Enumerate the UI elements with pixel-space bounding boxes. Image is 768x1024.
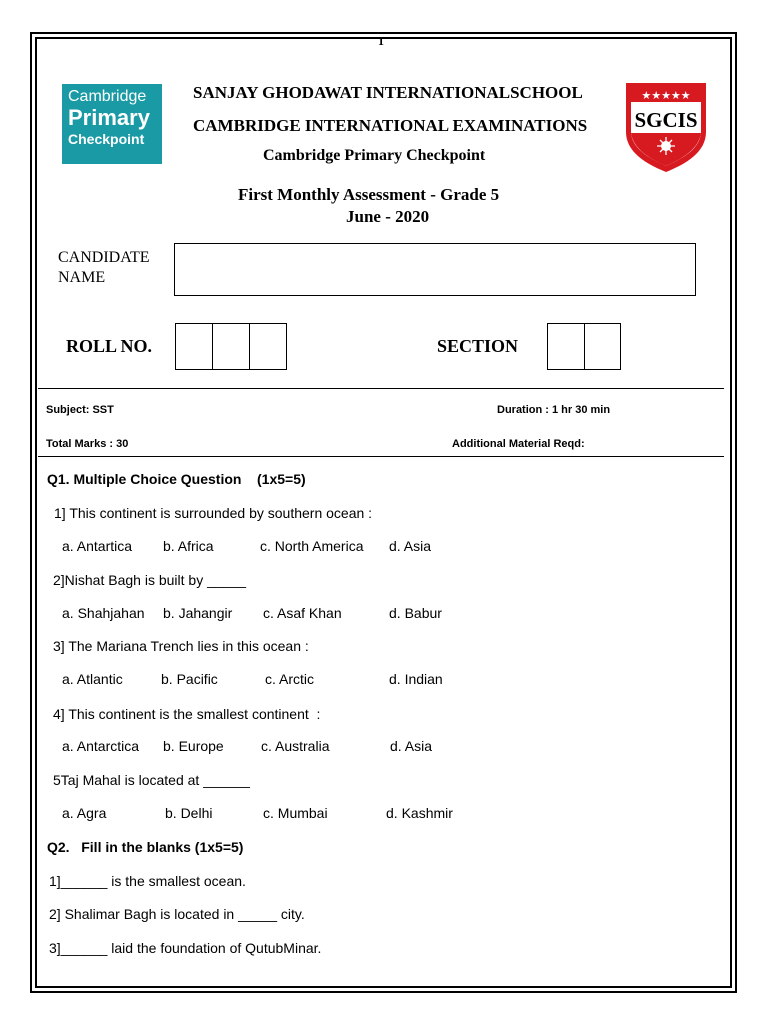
divider-bottom [38,456,724,457]
option: b. Europe [163,738,224,754]
question-text: 5Taj Mahal is located at ______ [53,772,250,788]
option: c. Australia [261,738,330,754]
option: a. Antartica [62,538,133,554]
question-text: 2]Nishat Bagh is built by _____ [53,572,247,588]
blank-item: 1]______ is the smallest ocean. [49,873,246,889]
blank-item: 3]______ laid the foundation of QutubMinar. [49,940,322,956]
subject-text: Subject: SST [46,404,114,416]
candidate-label-line-2: NAME [58,269,106,286]
assessment-title: First Monthly Assessment - Grade 5 [238,185,500,204]
crest-text: SGCIS [634,108,698,132]
option: a. Atlantic [62,671,123,687]
question-text: 4] This continent is the smallest continent : [53,706,321,722]
program-name: Cambridge Primary Checkpoint [263,147,486,164]
option: c. Arctic [265,671,315,687]
cambridge-primary-checkpoint-logo [62,84,162,164]
section-boxes [547,323,621,370]
roll-no-boxes [175,323,287,370]
option: b. Africa [163,538,214,554]
option: d. Kashmir [386,805,453,821]
logo-line-2: Primary [68,105,150,130]
question-text: 3] The Mariana Trench lies in this ocean : [53,638,309,654]
options-row [0,605,768,623]
roll-no-label: ROLL NO. [66,336,153,356]
roll-no-cell[interactable] [250,324,286,369]
candidate-name-label [58,248,150,288]
total-marks-text: Total Marks : 30 [46,438,129,450]
option: d. Asia [389,538,432,554]
roll-no-cell[interactable] [176,324,213,369]
option: d. Babur [389,605,442,621]
divider-top [38,388,724,389]
option: d. Asia [390,738,433,754]
option: a. Shahjahan [62,605,145,621]
section-cell[interactable] [548,324,585,369]
option: a. Agra [62,805,107,821]
logo-line-1: Cambridge [68,88,147,105]
additional-material-text: Additional Material Reqd: [452,438,585,450]
logo-line-3: Checkpoint [68,131,145,147]
option: a. Antarctica [62,738,140,754]
options-row [0,738,768,756]
candidate-name-field[interactable] [174,243,696,296]
options-row [0,538,768,556]
option: c. Mumbai [263,805,328,821]
question-text: 1] This continent is surrounded by southern ocean : [54,505,373,521]
options-row [0,805,768,823]
assessment-date: June - 2020 [346,207,430,226]
blank-item: 2] Shalimar Bagh is located in _____ city. [49,906,305,922]
option: b. Pacific [161,671,218,687]
q1-heading: Q1. Multiple Choice Question (1x5=5) [47,471,306,487]
exam-board: CAMBRIDGE INTERNATIONAL EXAMINATIONS [193,116,588,135]
page-number: 1 [378,34,384,48]
option: c. North America [260,538,364,554]
svg-text:★★★★★: ★★★★★ [641,89,691,102]
section-cell[interactable] [585,324,621,369]
option: b. Jahangir [163,605,233,621]
q2-heading: Q2. Fill in the blanks (1x5=5) [47,839,244,855]
candidate-label-line-1: CANDIDATE [58,249,150,266]
sgcis-crest-icon [622,80,710,174]
school-name: SANJAY GHODAWAT INTERNATIONALSCHOOL [193,83,583,102]
roll-no-cell[interactable] [213,324,250,369]
option: b. Delhi [165,805,213,821]
duration-text: Duration : 1 hr 30 min [497,404,611,416]
section-label: SECTION [437,336,519,356]
options-row [0,671,768,689]
option: c. Asaf Khan [263,605,342,621]
option: d. Indian [389,671,443,687]
